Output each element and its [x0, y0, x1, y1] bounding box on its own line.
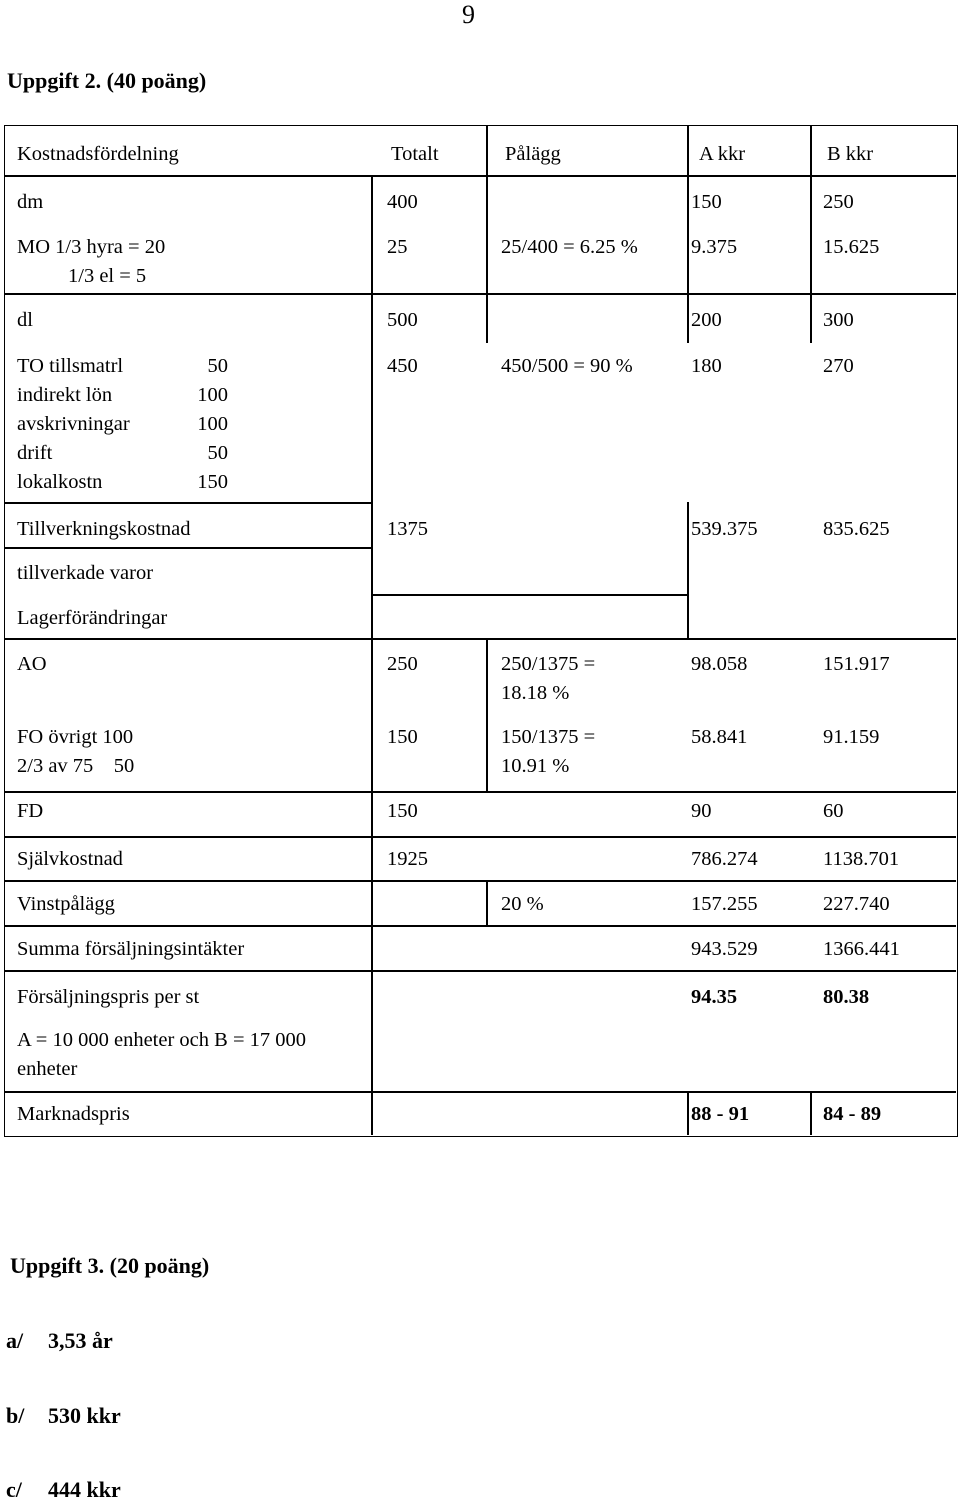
- mp-label: Marknadspris: [17, 1103, 130, 1125]
- sk-total: 1925: [387, 848, 428, 870]
- ao-label: AO: [17, 653, 47, 675]
- tv-label: tillverkade varor: [17, 562, 154, 584]
- row-divider: [5, 175, 956, 177]
- row-divider: [5, 502, 371, 504]
- to-total: 450: [387, 355, 418, 377]
- fd-total: 150: [387, 800, 418, 822]
- sk-b: 1138.701: [823, 848, 900, 870]
- ao-a: 98.058: [691, 653, 748, 675]
- page-number: 9: [462, 0, 475, 29]
- column-divider: [810, 1091, 812, 1135]
- column-divider: [810, 126, 812, 343]
- units-label-line: enheter: [17, 1058, 78, 1080]
- dl-a: 200: [691, 309, 722, 331]
- column-divider: [486, 126, 488, 343]
- to-item-name: TO tillsmatrl: [17, 355, 124, 377]
- to-b: 270: [823, 355, 854, 377]
- row-divider: [5, 880, 956, 882]
- mo-label-line: 1/3 el = 5: [68, 265, 147, 287]
- vp-label: Vinstpålägg: [17, 893, 115, 915]
- fp-b: 80.38: [823, 986, 870, 1008]
- units-label: [17, 1026, 306, 1084]
- cost-allocation-table: [4, 125, 958, 1137]
- row-divider: [5, 791, 956, 793]
- fd-a: 90: [691, 800, 712, 822]
- dl-label: dl: [17, 309, 33, 331]
- ao-total: 250: [387, 653, 418, 675]
- to-item-value: 50: [207, 355, 228, 377]
- dm-total: 400: [387, 191, 418, 213]
- fd-label: FD: [17, 800, 44, 822]
- mo-a: 9.375: [691, 236, 738, 258]
- column-divider: [687, 1091, 689, 1135]
- to-item-name: drift: [17, 442, 53, 464]
- tk-b: 835.625: [823, 518, 890, 540]
- to-item-value: 50: [207, 442, 228, 464]
- fo-label: [17, 723, 134, 781]
- fp-a: 94.35: [691, 986, 738, 1008]
- sf-a: 943.529: [691, 938, 758, 960]
- header-cell: Pålägg: [505, 143, 561, 165]
- vp-a: 157.255: [691, 893, 758, 915]
- to-item-name: lokalkostn: [17, 471, 103, 493]
- vp-palagg: 20 %: [501, 893, 544, 915]
- mo-label: [17, 233, 165, 291]
- mp-a: 88 - 91: [691, 1103, 750, 1125]
- ao-palagg-line: 18.18 %: [501, 682, 570, 704]
- dm-b: 250: [823, 191, 854, 213]
- row-divider: [5, 293, 956, 295]
- dm-a: 150: [691, 191, 722, 213]
- fp-label: Försäljningspris per st: [17, 986, 200, 1008]
- column-divider: [687, 126, 689, 343]
- to-palagg: 450/500 = 90 %: [501, 355, 633, 377]
- fo-palagg: [501, 723, 595, 781]
- to-item-value: 100: [197, 384, 228, 406]
- fd-b: 60: [823, 800, 844, 822]
- header-cell: Totalt: [391, 143, 439, 165]
- ao-palagg: [501, 650, 595, 708]
- vp-b: 227.740: [823, 893, 890, 915]
- mo-label-line: MO 1/3 hyra = 20: [17, 236, 166, 258]
- mo-b: 15.625: [823, 236, 880, 258]
- row-divider: [5, 836, 956, 838]
- column-divider: [486, 638, 488, 791]
- sf-b: 1366.441: [823, 938, 900, 960]
- mo-total: 25: [387, 236, 408, 258]
- column-divider: [687, 502, 689, 638]
- answer-text: 530 kkr: [48, 1403, 121, 1428]
- tk-a: 539.375: [691, 518, 758, 540]
- answer-letter: b/: [6, 1403, 25, 1428]
- row-divider: [5, 547, 371, 549]
- fo-palagg-line: 10.91 %: [501, 755, 570, 777]
- row-divider: [371, 594, 687, 596]
- lf-label: Lagerförändringar: [17, 607, 168, 629]
- to-item-name: avskrivningar: [17, 413, 130, 435]
- task3-heading: Uppgift 3. (20 poäng): [10, 1253, 210, 1278]
- row-divider: [5, 970, 956, 972]
- fo-palagg-line: 150/1375 =: [501, 726, 596, 748]
- dl-total: 500: [387, 309, 418, 331]
- sf-label: Summa försäljningsintäkter: [17, 938, 245, 960]
- column-divider: [486, 880, 488, 925]
- row-divider: [5, 1091, 956, 1093]
- dl-b: 300: [823, 309, 854, 331]
- row-divider: [5, 638, 956, 640]
- header-cell: A kkr: [699, 143, 746, 165]
- units-label-line: A = 10 000 enheter och B = 17 000: [17, 1029, 307, 1051]
- fo-label-line: FO övrigt 100: [17, 726, 134, 748]
- to-item-value: 100: [197, 413, 228, 435]
- sk-label: Självkostnad: [17, 848, 123, 870]
- ao-palagg-line: 250/1375 =: [501, 653, 596, 675]
- to-item-value: 150: [197, 471, 228, 493]
- fo-a: 58.841: [691, 726, 748, 748]
- row-divider: [5, 925, 956, 927]
- answer-text: 3,53 år: [48, 1328, 113, 1353]
- column-divider: [371, 175, 373, 1135]
- fo-total: 150: [387, 726, 418, 748]
- fo-b: 91.159: [823, 726, 880, 748]
- to-item-name: indirekt lön: [17, 384, 113, 406]
- dm-label: dm: [17, 191, 44, 213]
- answer-text: 444 kkr: [48, 1477, 121, 1502]
- mp-b: 84 - 89: [823, 1103, 882, 1125]
- sk-a: 786.274: [691, 848, 758, 870]
- answer-letter: c/: [6, 1477, 22, 1502]
- header-cell: B kkr: [827, 143, 874, 165]
- tk-label: Tillverkningskostnad: [17, 518, 191, 540]
- header-cell: Kostnadsfördelning: [17, 143, 179, 165]
- task2-heading: Uppgift 2. (40 poäng): [7, 68, 207, 93]
- tk-total: 1375: [387, 518, 428, 540]
- to-a: 180: [691, 355, 722, 377]
- mo-palagg: 25/400 = 6.25 %: [501, 236, 638, 258]
- ao-b: 151.917: [823, 653, 890, 675]
- answer-letter: a/: [6, 1328, 24, 1353]
- fo-label-line: 2/3 av 75 50: [17, 755, 135, 777]
